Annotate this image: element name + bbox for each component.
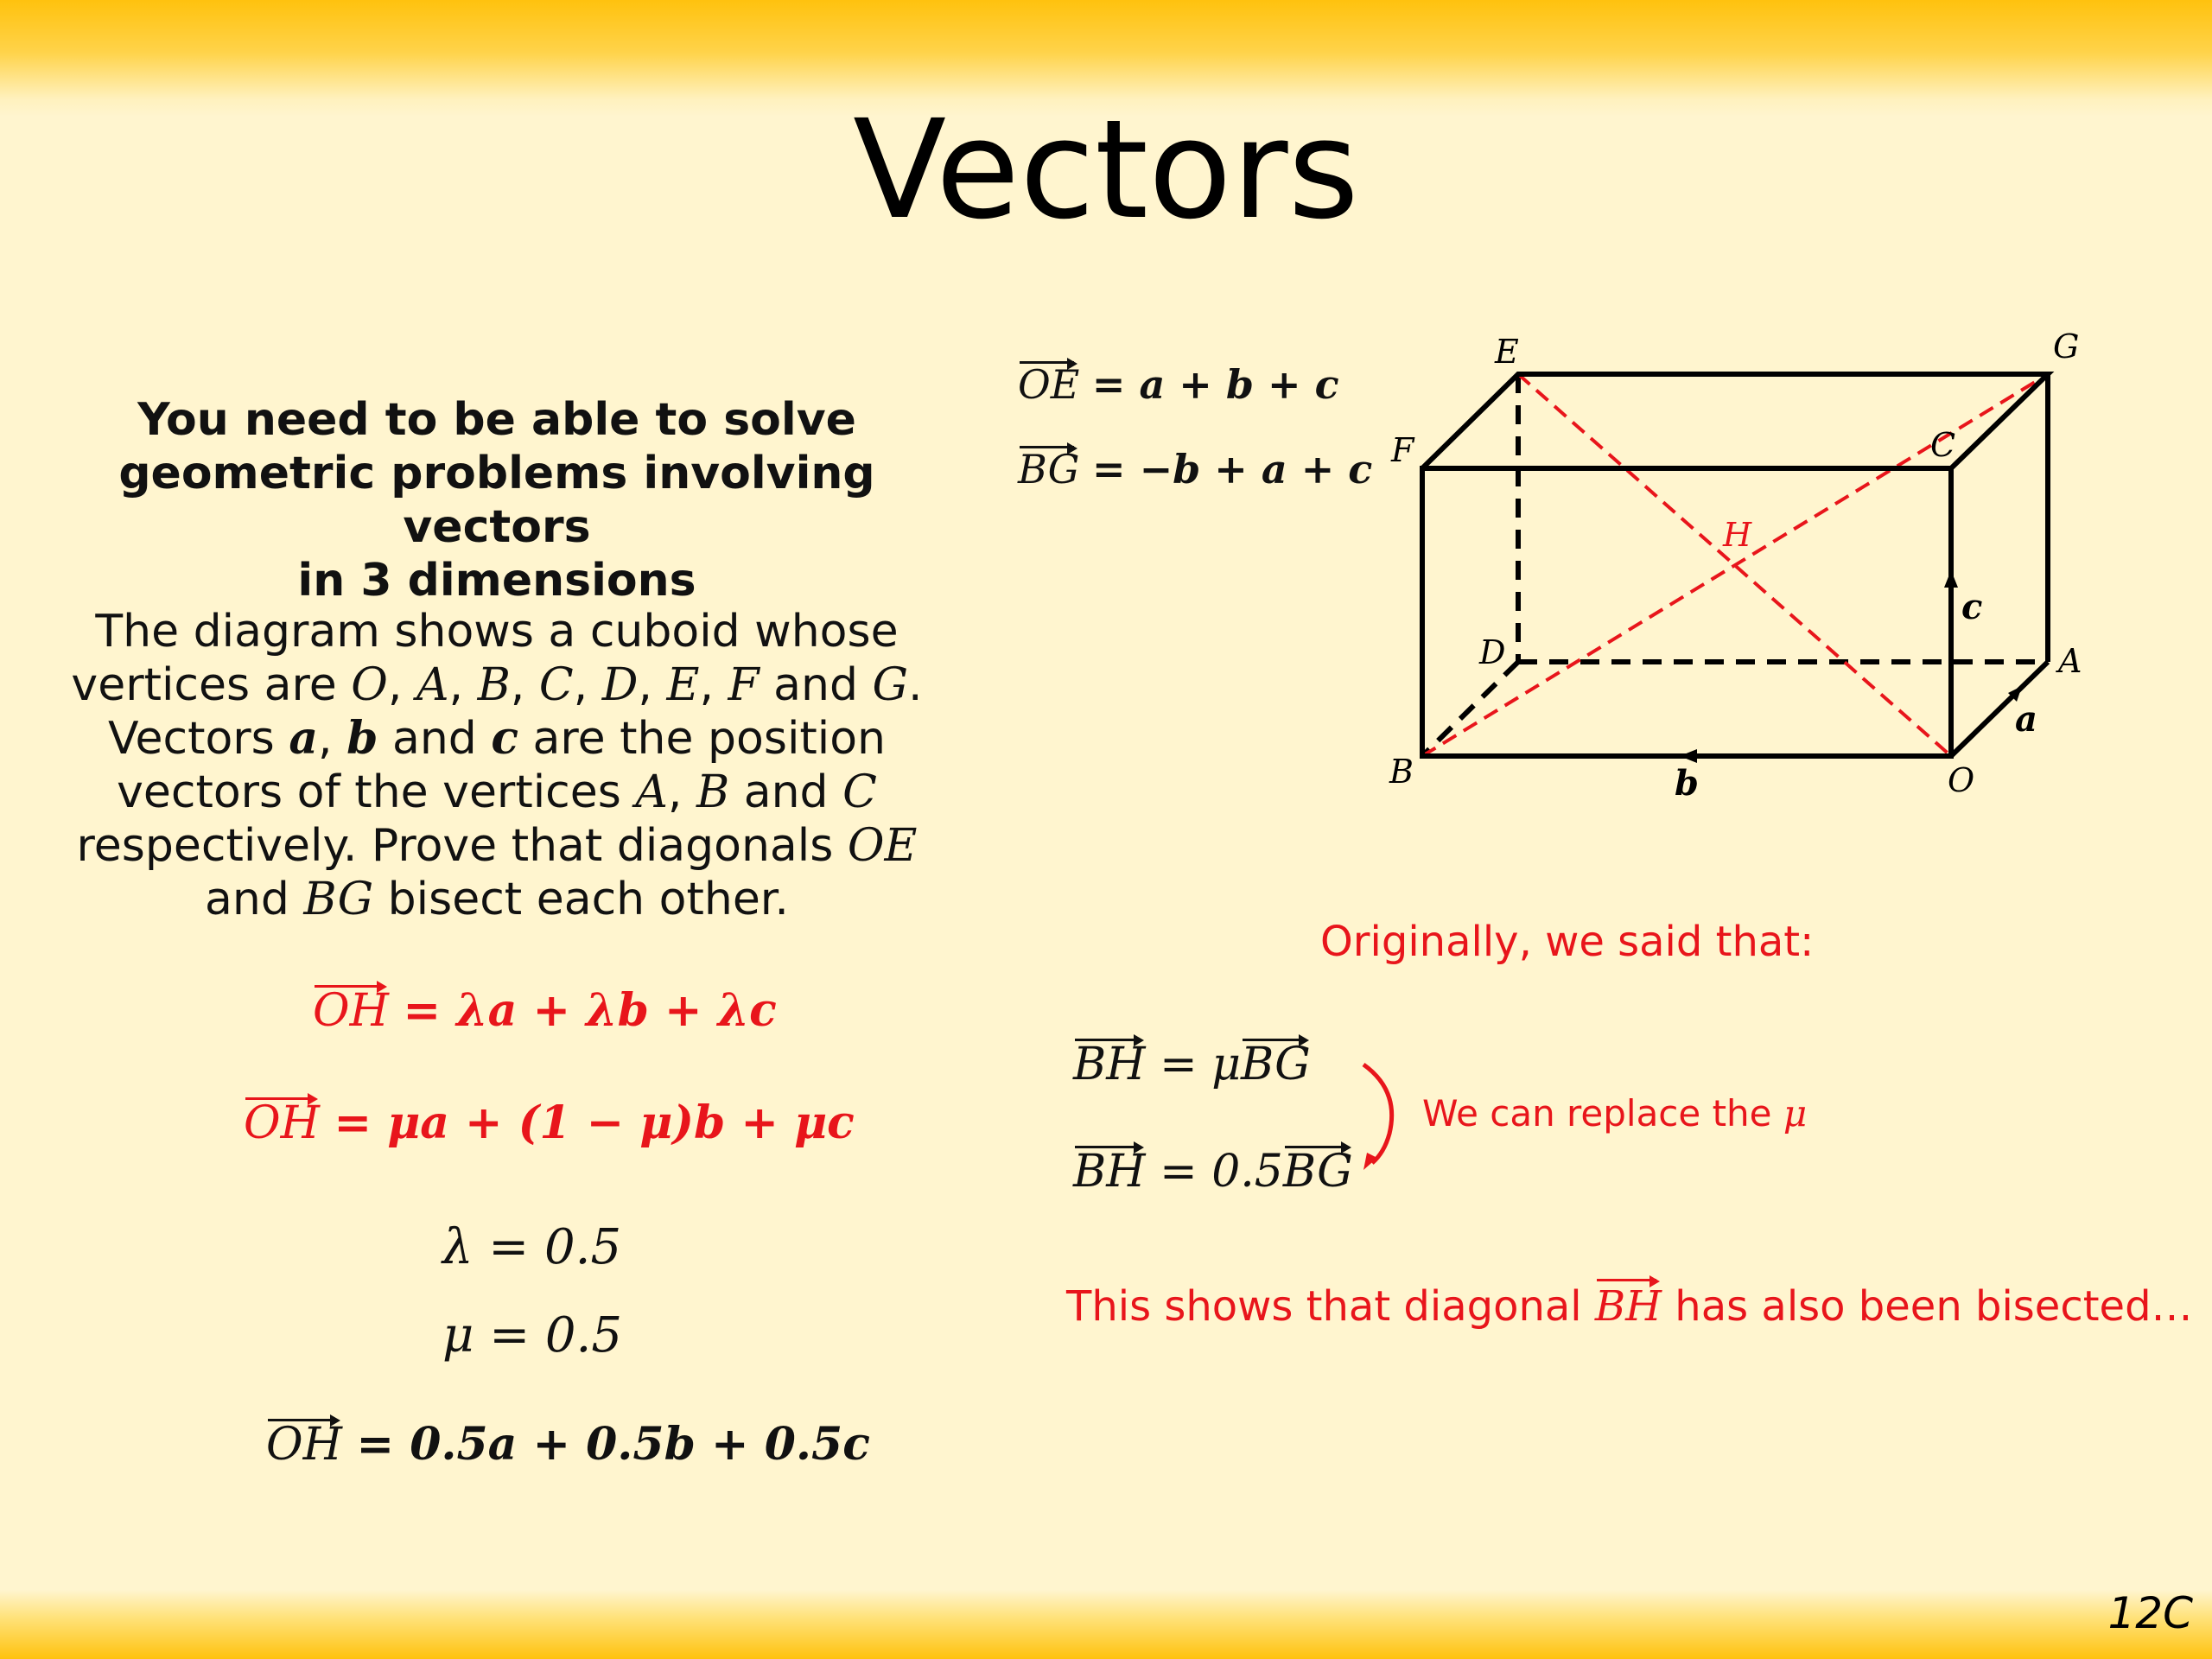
intro-text — [52, 393, 942, 607]
vec-bh: BH — [1073, 1039, 1146, 1090]
problem-line-6 — [43, 873, 950, 926]
intro-line-3: in 3 dimensions — [297, 555, 696, 607]
equation-oh-lambda-rhs: = λa + λb + λc — [403, 984, 777, 1037]
equation-oe — [1018, 361, 1339, 408]
bisected-note-pre: This shows that diagonal — [1066, 1282, 1582, 1331]
equation-bh-mu — [1073, 1039, 1311, 1090]
vec-bh: BH — [1594, 1282, 1662, 1331]
vector-b-arrow-icon — [1680, 749, 1697, 763]
vec-oe: OE — [1018, 361, 1080, 408]
problem-vertices-prefix: vertices are — [71, 659, 337, 711]
vector-c-arrow-icon — [1944, 570, 1958, 588]
label-vector-b: b — [1675, 763, 1699, 804]
replace-arrow-icon — [1348, 1056, 1417, 1177]
problem-line-2: vertices are O, A, B, C, D, E, F and G. — [71, 659, 923, 711]
vertex-b: B — [477, 659, 511, 711]
front-face — [1422, 468, 1951, 756]
equation-oh-result — [266, 1418, 870, 1471]
vec-oh: OH — [244, 1097, 320, 1149]
and-word: and — [773, 659, 858, 711]
label-vector-c: c — [1961, 587, 1983, 627]
vec-bg: BG — [1282, 1146, 1353, 1198]
vectors-word: Vectors — [107, 713, 275, 765]
vertex-o: O — [351, 659, 388, 711]
replace-note — [1422, 1092, 1807, 1135]
vertex-a: A — [635, 766, 668, 818]
label-o: O — [1948, 761, 1975, 799]
vector-a: a — [289, 712, 319, 765]
vector-b: b — [346, 712, 378, 765]
vec-bh: BH — [1073, 1146, 1146, 1198]
equation-bh-mu-mid: = μ — [1160, 1039, 1241, 1090]
lambda-value: λ = 0.5 — [442, 1219, 622, 1275]
and-word: and — [743, 766, 829, 818]
vertex-g: G — [872, 659, 909, 711]
vertex-d: D — [601, 659, 639, 711]
diagonal-oe: OE — [847, 820, 918, 872]
vertex-e: E — [666, 659, 700, 711]
bisected-note — [1066, 1282, 2193, 1331]
equation-oe-rhs: = a + b + c — [1091, 361, 1339, 408]
vertices-text: vectors of the vertices — [117, 766, 621, 818]
equation-bh-half-mid: = 0.5 — [1160, 1146, 1283, 1198]
vertex-c: C — [842, 766, 877, 818]
bisect-text: bisect each other. — [387, 874, 789, 925]
problem-line-4: vectors of the vertices A, B and C — [117, 766, 877, 818]
label-c: C — [1930, 426, 1956, 464]
vertex-a: A — [416, 659, 449, 711]
bisected-note-post: has also been bisected… — [1675, 1282, 2193, 1331]
vertex-c: C — [538, 659, 574, 711]
prove-text: respectively. Prove that diagonals — [76, 820, 834, 872]
intro-line-2: geometric problems involving vectors — [118, 448, 875, 553]
problem-line-5 — [43, 819, 950, 873]
label-h: H — [1723, 516, 1752, 554]
cuboid-diagram — [1374, 320, 2108, 821]
intro-line-1: You need to be able to solve — [137, 394, 856, 446]
vertex-b: B — [696, 766, 730, 818]
equation-bg — [1018, 446, 1373, 493]
and-word: and — [391, 713, 477, 765]
equation-oh-mu — [244, 1096, 855, 1149]
problem-line-3: Vectors a, b and c are the position — [107, 712, 887, 765]
bottom-banner — [0, 1590, 2212, 1659]
problem-line-1: The diagram shows a cuboid whose — [95, 606, 899, 658]
vec-bg: BG — [1018, 446, 1080, 493]
slide-title: Vectors — [853, 91, 1359, 250]
label-e: E — [1495, 333, 1519, 371]
vec-oh: OH — [266, 1419, 342, 1471]
vec-oh: OH — [313, 985, 389, 1037]
label-vector-a: a — [2015, 699, 2037, 740]
equation-bg-rhs: = −b + a + c — [1092, 446, 1373, 493]
equation-bh-half — [1073, 1146, 1353, 1198]
label-a: A — [2058, 642, 2082, 680]
equation-oh-lambda — [313, 984, 777, 1037]
mu-value: μ = 0.5 — [442, 1307, 622, 1363]
replace-note-text: We can replace the — [1422, 1092, 1772, 1135]
position-text: are the position — [532, 713, 887, 765]
edge-db — [1422, 662, 1518, 756]
vertex-f: F — [728, 659, 760, 711]
label-b: B — [1389, 753, 1414, 791]
vec-bg: BG — [1241, 1039, 1311, 1090]
slide-number: 12C — [2107, 1588, 2193, 1638]
originally-note: Originally, we said that: — [1320, 918, 1815, 966]
label-g: G — [2053, 327, 2080, 365]
equation-oh-result-rhs: = 0.5a + 0.5b + 0.5c — [356, 1418, 870, 1471]
problem-statement — [43, 605, 950, 926]
label-d: D — [1479, 633, 1506, 671]
replace-note-symbol: μ — [1783, 1092, 1808, 1135]
and-word: and — [205, 874, 289, 925]
label-f: F — [1391, 431, 1414, 469]
vector-c: c — [491, 712, 519, 765]
diagonal-bg: BG — [303, 874, 374, 925]
equation-oh-mu-rhs: = μa + (1 − μ)b + μc — [334, 1096, 855, 1149]
